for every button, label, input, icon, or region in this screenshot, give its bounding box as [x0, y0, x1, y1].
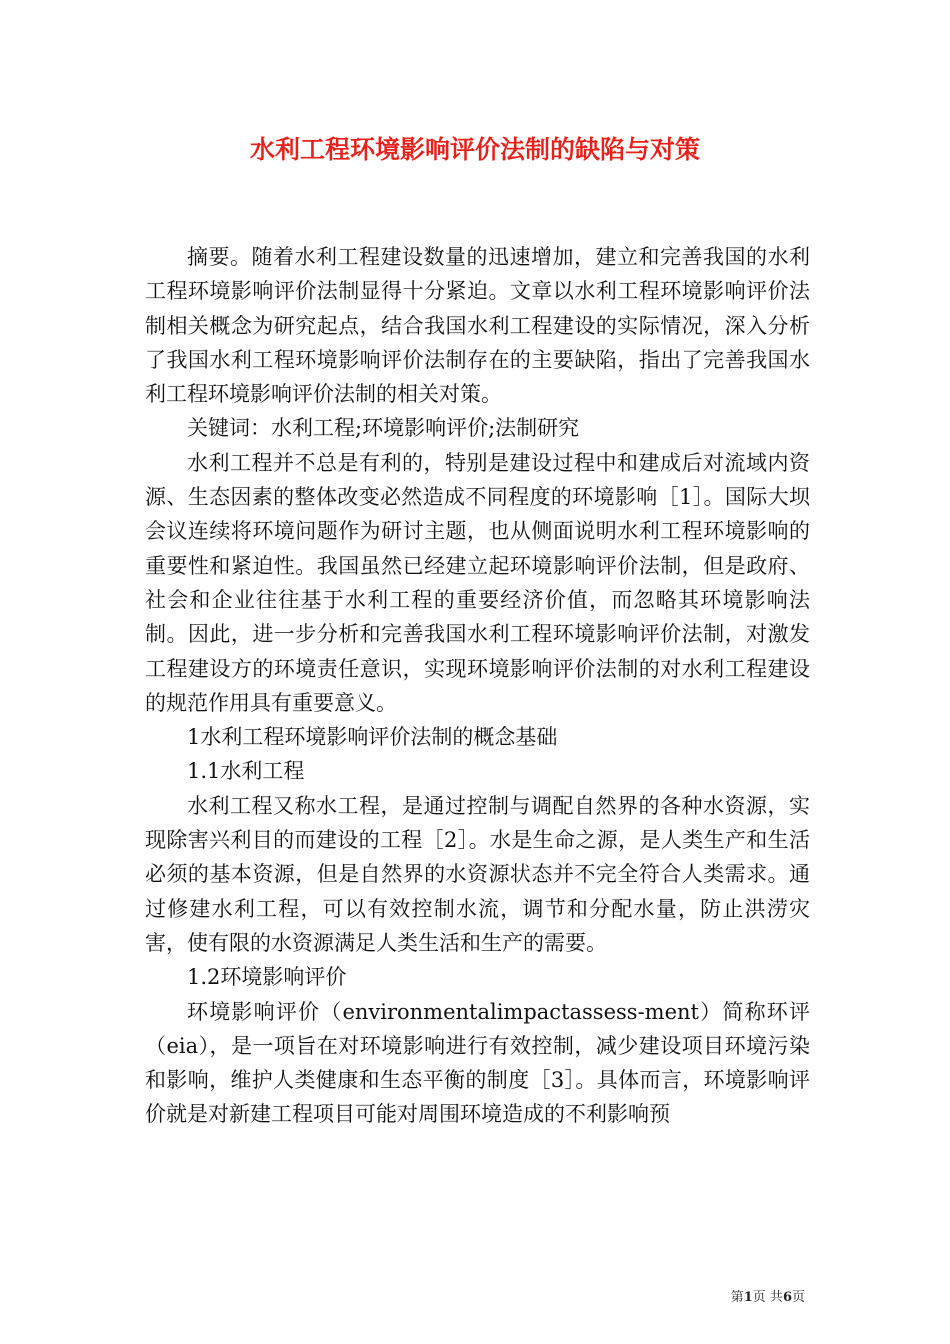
intro-paragraph: 水利工程并不总是有利的，特别是建设过程中和建成后对流域内资源、生态因素的整体改变必然造成不同程度的环境影响［1］。国际大坝会议连续将环境问题作为研讨主题，也从侧面说明水利工程环境影响的重要性和紧迫性。我国虽然已经建立起环境影响评价法制，但是政府、社会和企业往往基于水利工程的重要经济价值，而忽略其环境影响法制。因此，进一步分析和完善我国水利工程环境影响评价法制，对激发工程建设方的环境责任意识，实现环境影响评价法制的对水利工程建设的规范作用具有重要意义。: [145, 450, 810, 715]
footer-prefix: 第: [730, 1290, 744, 1305]
document-title: 水利工程环境影响评价法制的缺陷与对策: [249, 135, 700, 164]
footer-current-page: 1: [743, 1290, 753, 1305]
footer-suffix: 页: [791, 1290, 805, 1305]
page-number-footer: [731, 1289, 805, 1307]
footer-middle: 页 共: [752, 1290, 783, 1305]
keywords-line: 关键词：水利工程;环境影响评价;法制研究: [187, 416, 580, 441]
section-1-1-paragraph: 水利工程又称水工程，是通过控制与调配自然界的各种水资源，实现除害兴利目的而建设的工程［2］。水是生命之源，是人类生产和生活必须的基本资源，但是自然界的水资源状态并不完全符合人类需求。通过修建水利工程，可以有效控制水流，调节和分配水量，防止洪涝灾害，使有限的水资源满足人类生活和生产的需要。: [145, 793, 810, 955]
section-heading-1: 1水利工程环境影响评价法制的概念基础: [187, 725, 558, 750]
footer-total-pages: 6: [782, 1290, 792, 1305]
subsection-heading-1-1: 1.1水利工程: [187, 759, 305, 784]
abstract-paragraph: 摘要。随着水利工程建设数量的迅速增加，建立和完善我国的水利工程环境影响评价法制显得十分紧迫。文章以水利工程环境影响评价法制相关概念为研究起点，结合我国水利工程建设的实际情况，深入分析了我国水利工程环境影响评价法制存在的主要缺陷，指出了完善我国水利工程环境影响评价法制的相关对策。: [145, 245, 810, 407]
section-1-2-paragraph: 环境影响评价（environmentalimpactassess-ment）简称环评（eia），是一项旨在对环境影响进行有效控制，减少建设项目环境污染和影响，维护人类健康和生态平衡的制度［3］。具体而言，环境影响评价就是对新建工程项目可能对周围环境造成的不利影响预: [145, 999, 810, 1127]
subsection-heading-1-2: 1.2环境影响评价: [187, 965, 347, 990]
document-body: [145, 240, 810, 1132]
